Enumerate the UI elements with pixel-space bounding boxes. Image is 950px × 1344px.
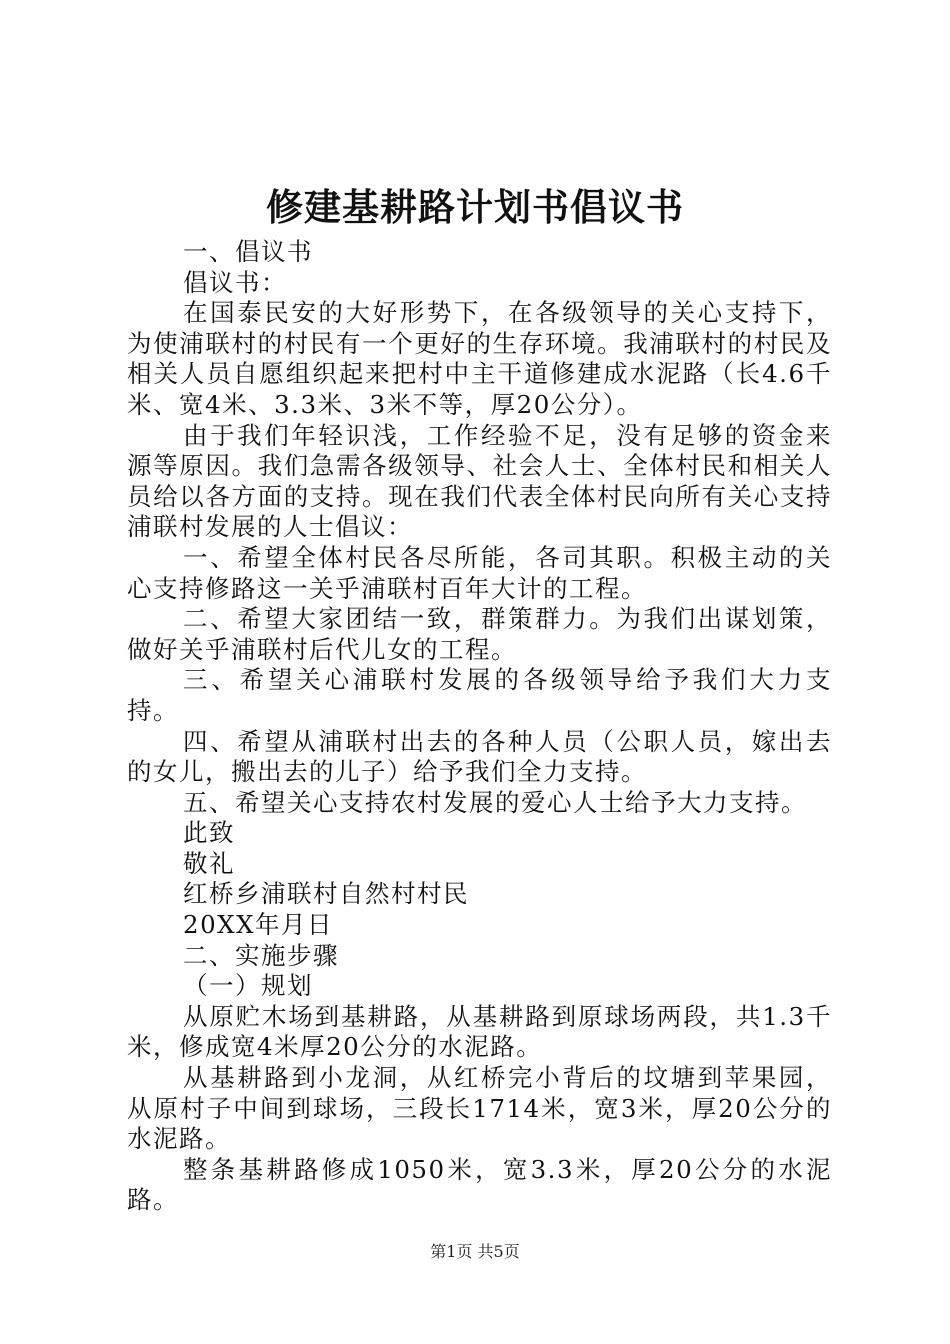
signature: 红桥乡浦联村自然村村民 bbox=[183, 879, 469, 909]
paragraph: 三、希望关心浦联村发展的各级领导给予我们大力支持。 bbox=[127, 665, 832, 725]
page-footer: 第1页 共5页 bbox=[430, 1242, 520, 1261]
paragraph: 整条基耕路修成1050米，宽3.3米，厚20公分的水泥路。 bbox=[127, 1154, 832, 1215]
closing-line: 敬礼 bbox=[183, 848, 235, 878]
salutation: 倡议书： bbox=[183, 267, 287, 297]
paragraph: 一、希望全体村民各尽所能，各司其职。积极主动的关心支持修路这一关乎浦联村百年大计的工程。 bbox=[127, 542, 832, 603]
closing-line: 此致 bbox=[183, 818, 235, 848]
paragraph: 从原贮木场到基耕路，从基耕路到原球场两段，共1.3千米，修成宽4米厚20公分的水泥路。 bbox=[127, 1001, 832, 1062]
section-heading: 二、实施步骤 bbox=[183, 940, 339, 970]
date-line: 20XX年月日 bbox=[183, 910, 334, 940]
document-title: 修建基耕路计划书倡议书 bbox=[266, 186, 684, 229]
paragraph: 从基耕路到小龙洞，从红桥完小背后的坟塘到苹果园，从原村子中间到球场，三段长1714米，宽3米，厚20公分的水泥路。 bbox=[127, 1063, 832, 1154]
document-body bbox=[127, 237, 832, 1216]
paragraph: 在国泰民安的大好形势下，在各级领导的关心支持下，为使浦联村的村民有一个更好的生存环境。我浦联村的村民及相关人员自愿组织起来把村中主干道修建成水泥路（长4.6千米、宽4米、3.3米、3米不等，厚20公分）。 bbox=[127, 298, 832, 419]
paragraph: 二、希望大家团结一致，群策群力。为我们出谋划策，做好关乎浦联村后代儿女的工程。 bbox=[127, 604, 832, 664]
section-heading: 一、倡议书 bbox=[183, 237, 313, 266]
subsection-heading: （一）规划 bbox=[183, 971, 313, 1001]
paragraph: 五、希望关心支持农村发展的爱心人士给予大力支持。 bbox=[183, 787, 807, 817]
paragraph: 四、希望从浦联村出去的各种人员（公职人员，嫁出去的女儿，搬出去的儿子）给予我们全力支持。 bbox=[127, 726, 832, 787]
paragraph: 由于我们年轻识浅，工作经验不足，没有足够的资金来源等原因。我们急需各级领导、社会人士、全体村民和相关人员给以各方面的支持。现在我们代表全体村民向所有关心支持浦联村发展的人士倡议： bbox=[127, 420, 832, 542]
